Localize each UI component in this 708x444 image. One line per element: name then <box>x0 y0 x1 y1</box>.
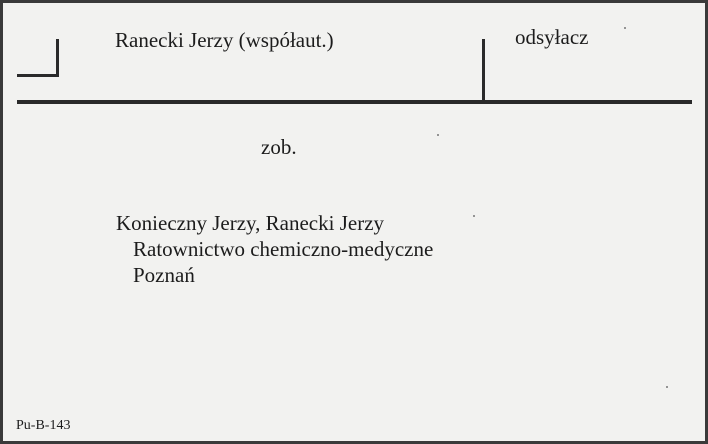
corner-mark <box>17 39 59 77</box>
paper-speck <box>473 215 475 217</box>
reference-title: Ratownictwo chemiczno-medyczne <box>133 237 434 261</box>
heading-name: Ranecki Jerzy (współaut.) <box>115 28 334 52</box>
signature-code: Pu-B-143 <box>16 418 71 433</box>
paper-speck <box>666 386 668 388</box>
reference-entry <box>116 210 433 288</box>
see-reference-label: zob. <box>261 135 297 159</box>
paper-speck <box>624 27 626 29</box>
vertical-divider <box>482 39 485 102</box>
reference-authors: Konieczny Jerzy, Ranecki Jerzy <box>116 211 385 235</box>
paper-speck <box>437 134 439 136</box>
horizontal-divider <box>17 100 692 104</box>
reference-place: Poznań <box>133 263 195 287</box>
card-type-label: odsyłacz <box>515 25 589 49</box>
